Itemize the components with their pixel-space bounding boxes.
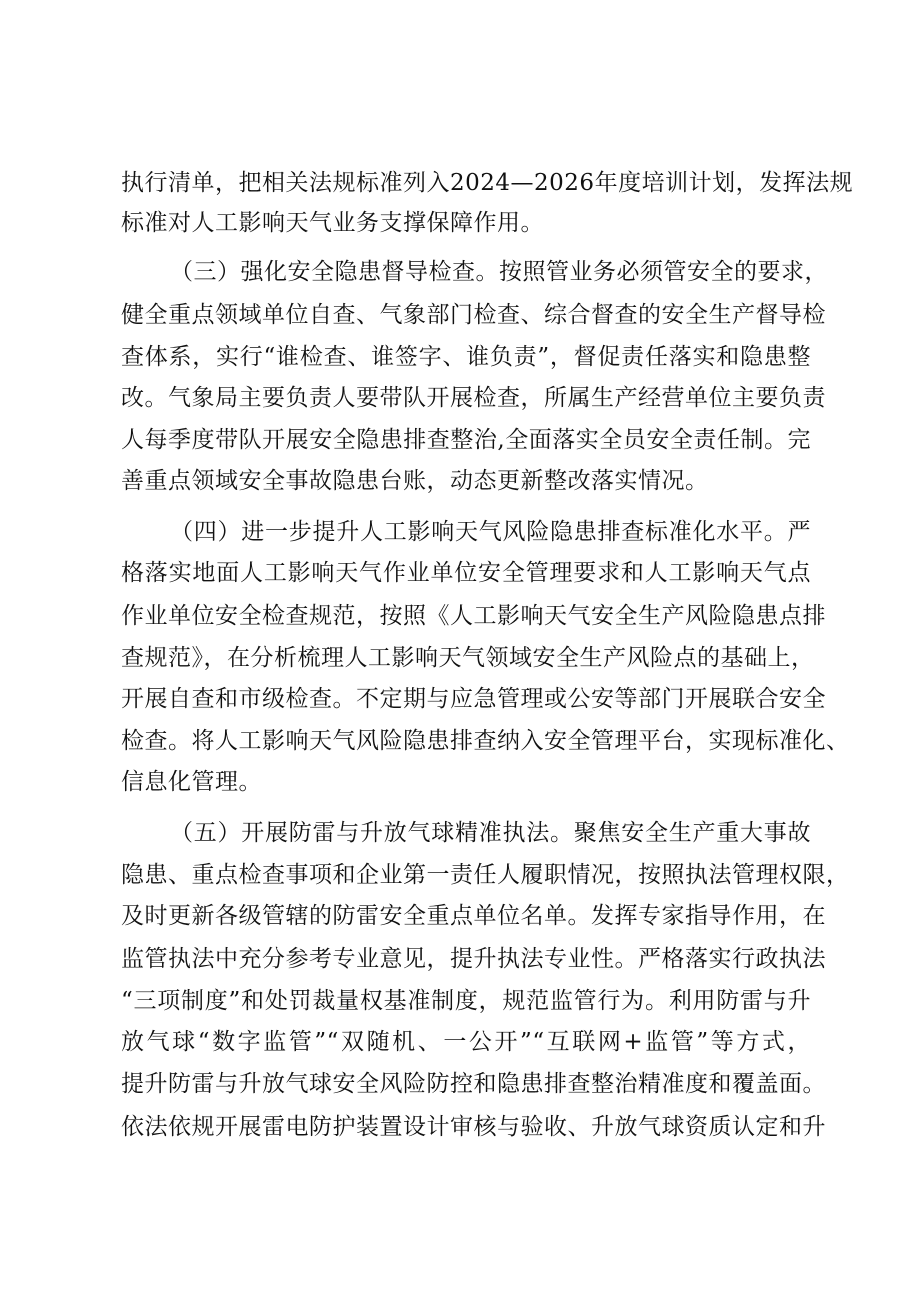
text-line: 监管执法中充分参考专业意见，提升执法专业性。严格落实行政执法 xyxy=(121,946,826,972)
section-heading-5: （五）开展防雷与升放气球精准执法。聚焦安全生产重大事故 xyxy=(170,820,811,846)
text-line: 作业单位安全检查规范，按照《人工影响天气安全生产风险隐患点排 xyxy=(121,603,826,629)
section-heading-3: （三）强化安全隐患督导检查。按照管业务必须管安全的要求， xyxy=(170,259,828,285)
text-line: 执行清单，把相关法规标准列入2024—2026年度培训计划，发挥法规 xyxy=(121,170,854,196)
text-line: 查体系，实行“谁检查、谁签字、谁负责”，督促责任落实和隐患整 xyxy=(121,344,811,370)
text-line: 依法依规开展雷电防护装置设计审核与验收、升放气球资质认定和升 xyxy=(121,1114,826,1140)
text-line: 提升防雷与升放气球安全风险防控和隐患排查整治精准度和覆盖面。 xyxy=(121,1071,826,1097)
text-line: 检查。将人工影响天气风险隐患排查纳入安全管理平台，实现标准化、 xyxy=(121,728,850,754)
text-line: 改。气象局主要负责人要带队开展检查，所属生产经营单位主要负责 xyxy=(121,385,826,411)
text-line: 人每季度带队开展安全隐患排查整治,全面落实全员安全责任制。完 xyxy=(121,427,811,453)
text-line: 查规范》，在分析梳理人工影响天气领域安全生产风险点的基础上， xyxy=(121,645,815,671)
text-line: 健全重点领域单位自查、气象部门检查、综合督查的安全生产督导检 xyxy=(121,302,826,328)
text-line: “三项制度”和处罚裁量权基准制度，规范监管行为。利用防雷与升 xyxy=(121,988,811,1014)
text-line: 格落实地面人工影响天气作业单位安全管理要求和人工影响天气点 xyxy=(121,560,811,586)
text-line: 开展自查和市级检查。不定期与应急管理或公安等部门开展联合安全 xyxy=(121,686,826,712)
section-heading-4: （四）进一步提升人工影响天气风险隐患排查标准化水平。严 xyxy=(170,519,811,545)
text-line: 及时更新各级管辖的防雷安全重点单位名单。发挥专家指导作用，在 xyxy=(121,903,826,929)
text-line: 隐患、重点检查事项和企业第一责任人履职情况，按照执法管理权限， xyxy=(121,862,850,888)
text-line: 信息化管理。 xyxy=(121,769,262,795)
text-line: 标准对人工影响天气业务支撑保障作用。 xyxy=(121,210,544,236)
text-line: 善重点领域安全事故隐患台账，动态更新整改落实情况。 xyxy=(121,468,709,494)
text-line: 放气球“数字监管”“双随机、一公开”“互联网+监管”等方式， xyxy=(121,1029,811,1055)
